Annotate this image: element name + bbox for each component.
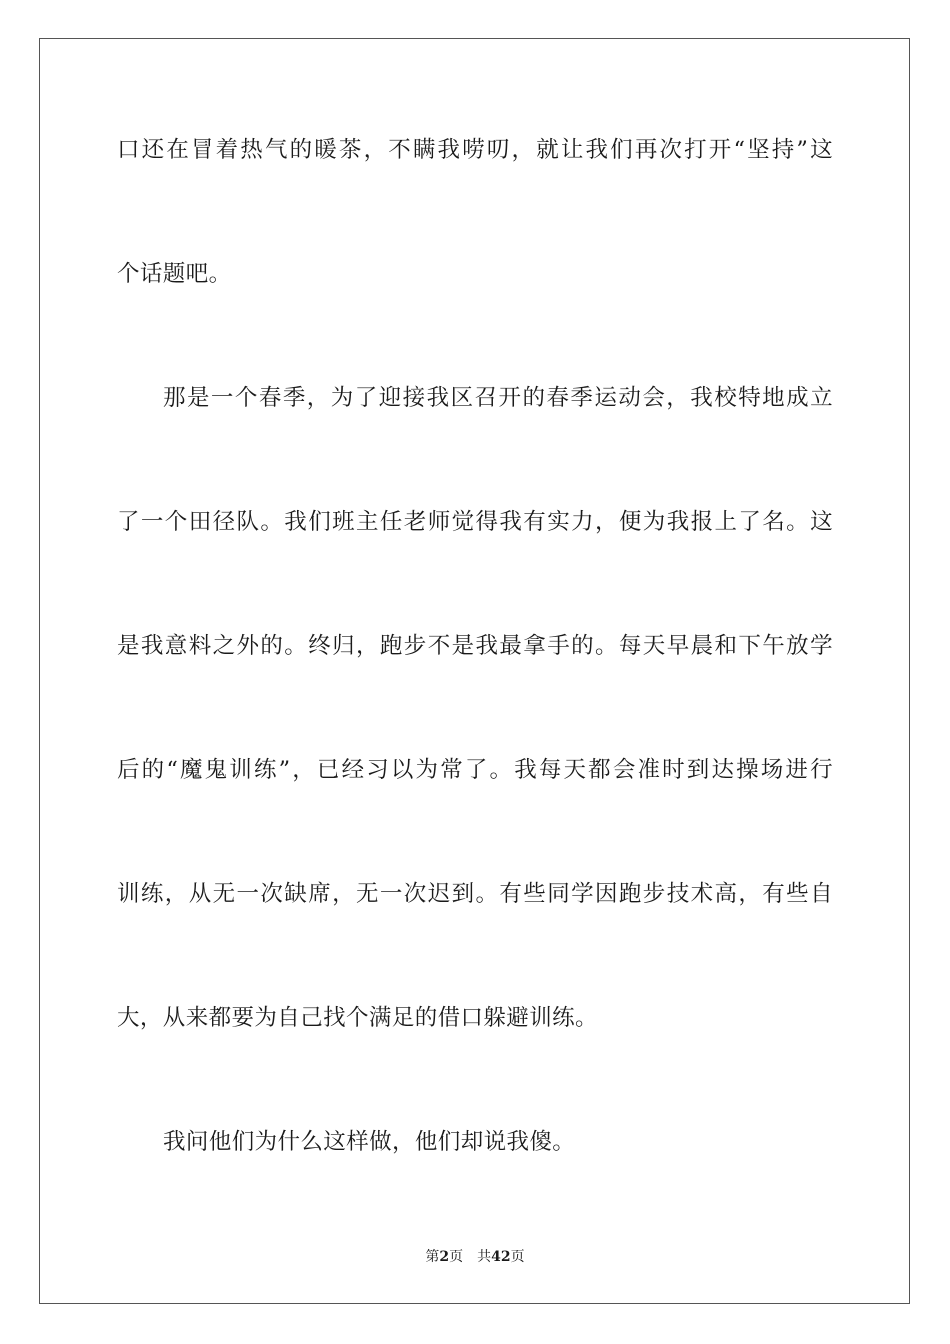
page-border <box>39 38 910 1304</box>
page-footer <box>0 1246 950 1266</box>
paragraph-line: 那是一个春季，为了迎接我区召开的春季运动会，我校特地成立 <box>163 385 833 411</box>
paragraph-line: 后的“魔鬼训练”，已经习以为常了。我每天都会准时到达操场进行 <box>117 757 833 783</box>
total-suffix: 页 <box>510 1249 525 1265</box>
page-suffix: 页 <box>449 1249 464 1265</box>
paragraph-line: 是我意料之外的。终归，跑步不是我最拿手的。每天早晨和下午放学 <box>117 633 833 659</box>
total-prefix: 共 <box>477 1249 492 1265</box>
paragraph-line: 个话题吧。 <box>117 261 232 287</box>
page-prefix: 第 <box>425 1249 440 1265</box>
paragraph-line: 口还在冒着热气的暖茶，不瞒我唠叨，就让我们再次打开“坚持”这 <box>117 137 833 163</box>
paragraph-line: 了一个田径队。我们班主任老师觉得我有实力，便为我报上了名。这 <box>117 509 833 535</box>
paragraph-line: 大，从来都要为自己找个满足的借口躲避训练。 <box>117 1005 598 1031</box>
page-number: 2 <box>439 1249 450 1265</box>
paragraph-line: 我问他们为什么这样做，他们却说我傻。 <box>163 1129 576 1155</box>
paragraph-line: 训练，从无一次缺席，无一次迟到。有些同学因跑步技术高，有些自 <box>117 881 833 907</box>
total-pages: 42 <box>491 1249 511 1265</box>
